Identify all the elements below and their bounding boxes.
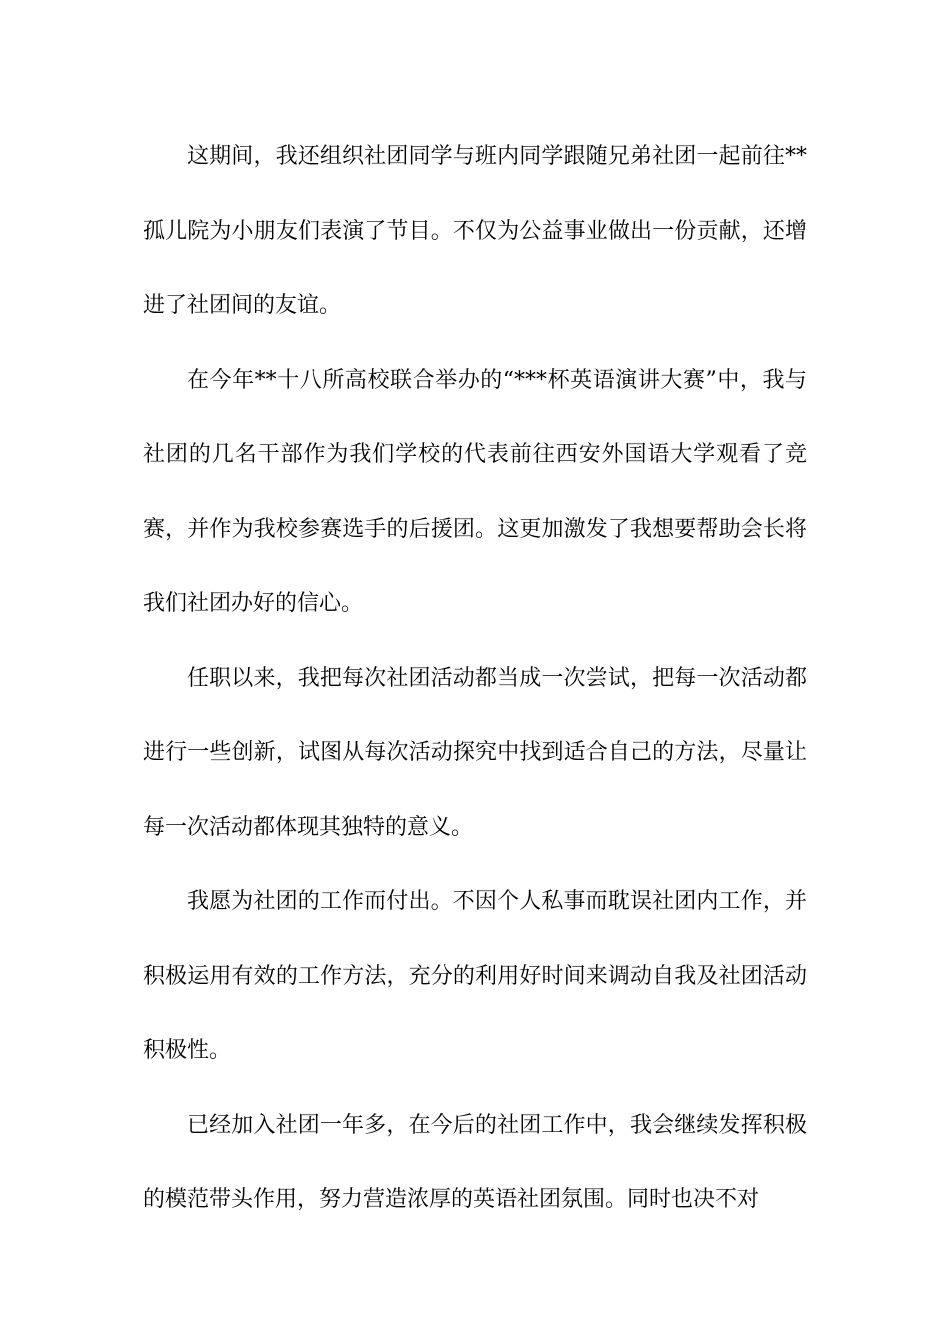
- paragraph-5: 已经加入社团一年多，在今后的社团工作中，我会继续发挥积极的模范带头作用，努力营造浓厚的英语社团氛围。同时也决不对: [143, 1112, 807, 1212]
- paragraph-3: 任职以来，我把每次社团活动都当成一次尝试，把每一次活动都进行一些创新，试图从每次活动探究中找到适合自己的方法，尽量让每一次活动都体现其独特的意义。: [143, 665, 807, 840]
- document-body: [143, 120, 807, 1238]
- paragraph-2: 在今年**十八所高校联合举办的“***杯英语演讲大赛”中，我与社团的几名干部作为我们学校的代表前往西安外国语大学观看了竞赛，并作为我校参赛选手的后援团。这更加激发了我想要帮助会长将我们社团办好的信心。: [143, 367, 807, 616]
- paragraph-4: 我愿为社团的工作而付出。不因个人私事而耽误社团内工作，并积极运用有效的工作方法，充分的利用好时间来调动自我及社团活动积极性。: [143, 889, 807, 1063]
- paragraph-1: 这期间，我还组织社团同学与班内同学跟随兄弟社团一起前往**孤儿院为小朋友们表演了节目。不仅为公益事业做出一份贡献，还增进了社团间的友谊。: [143, 144, 807, 318]
